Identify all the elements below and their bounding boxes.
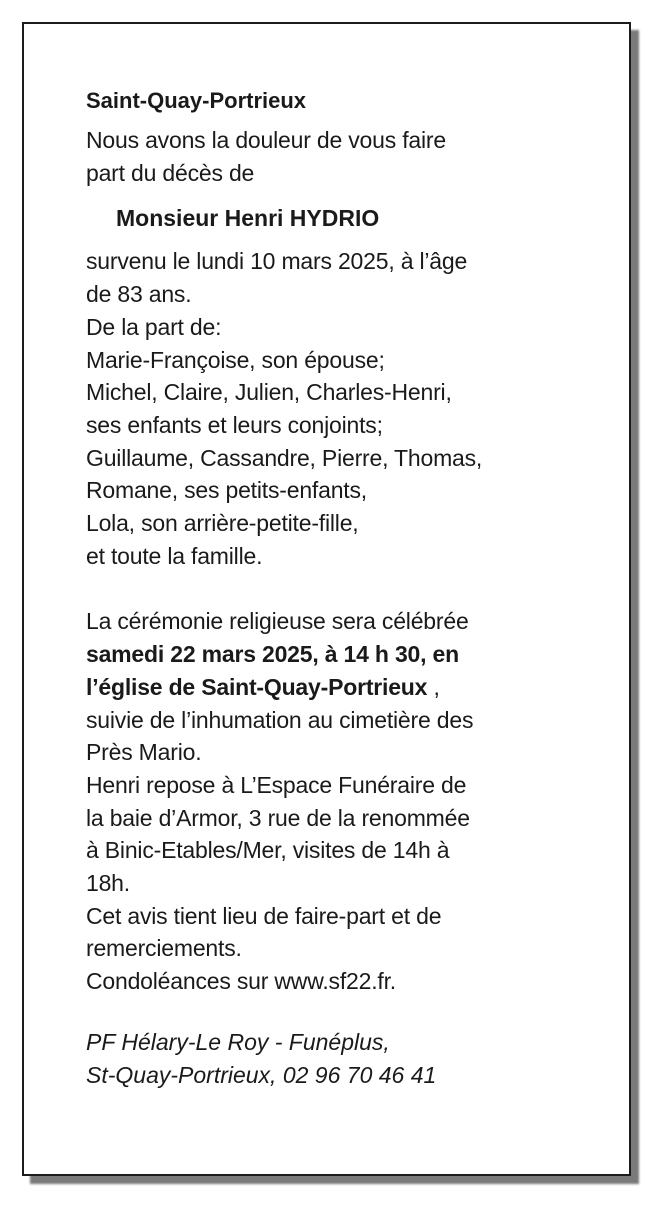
family-line: et toute la famille. <box>86 542 263 569</box>
ceremony-line: Près Mario. <box>86 739 202 766</box>
family-text <box>86 245 586 572</box>
ceremony-line: suivie de l’inhumation au cimetière des <box>86 706 474 733</box>
family-line: Marie-Françoise, son épouse; <box>86 346 385 373</box>
signature-line: St-Quay-Portrieux, 02 96 70 46 41 <box>86 1061 437 1088</box>
family-line: de 83 ans. <box>86 281 192 308</box>
intro-text <box>86 124 586 189</box>
ceremony-line: la baie d’Armor, 3 rue de la renommée <box>86 804 470 831</box>
family-line: ses enfants et leurs conjoints; <box>86 411 383 438</box>
intro-line: part du décès de <box>86 159 255 186</box>
ceremony-church-suffix: , <box>427 673 440 700</box>
ceremony-line: remerciements. <box>86 935 242 962</box>
intro-line: Nous avons la douleur de vous faire <box>86 127 446 153</box>
ceremony-church-line <box>86 671 586 704</box>
ceremony-church: l’église de Saint-Quay-Portrieux <box>86 673 428 700</box>
condolences-line: Condoléances sur www.sf22.fr. <box>86 968 396 995</box>
ceremony-date-line: samedi 22 mars 2025, à 14 h 30, en <box>86 641 459 668</box>
ceremony-line: 18h. <box>86 870 130 897</box>
ceremony-line: Henri repose à L’Espace Funéraire de <box>86 771 467 798</box>
funeral-home-signature <box>86 1026 586 1091</box>
family-line: De la part de: <box>86 313 222 340</box>
signature-line: PF Hélary-Le Roy - Funéplus, <box>86 1028 390 1055</box>
paragraph-gap <box>86 572 586 605</box>
ceremony-line: La cérémonie religieuse sera célébrée <box>86 608 469 635</box>
family-line: Guillaume, Cassandre, Pierre, Thomas, <box>86 444 483 471</box>
place-heading: Saint-Quay-Portrieux <box>86 88 307 113</box>
ceremony-line: à Binic-Etables/Mer, visites de 14h à <box>86 837 450 864</box>
notice-content <box>86 86 586 1091</box>
ceremony-text <box>86 605 586 997</box>
family-line: Lola, son arrière-petite-fille, <box>86 510 359 537</box>
family-line: Romane, ses petits-enfants, <box>86 477 367 504</box>
family-line: Michel, Claire, Julien, Charles-Henri, <box>86 379 452 406</box>
family-line: survenu le lundi 10 mars 2025, à l’âge <box>86 248 468 275</box>
obituary-notice <box>22 22 631 1176</box>
deceased-name: Monsieur Henri HYDRIO <box>116 205 380 232</box>
ceremony-line: Cet avis tient lieu de faire-part et de <box>86 902 442 929</box>
